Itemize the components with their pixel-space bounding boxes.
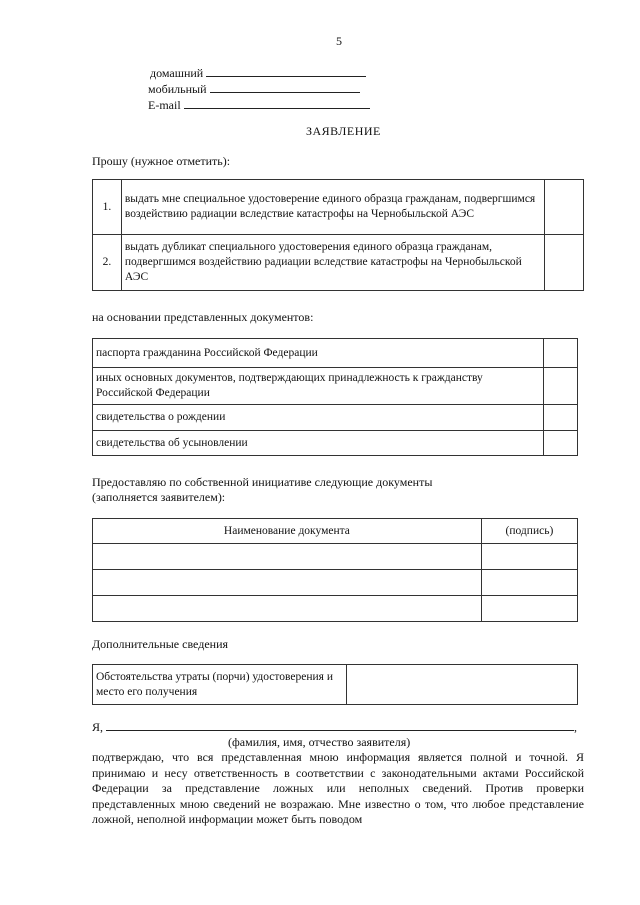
request-text: выдать дубликат специального удостоверения единого образца гражданам, подвергшимся воздействию радиации вследствие катастрофы на Чернобыльской АЭС [121,235,544,291]
submitted-docs-table [92,518,578,622]
contact-mobile-row [148,80,378,97]
declaration-text: подтверждаю, что вся представленная мною информация является полной и точной. Я принимаю и несу ответственность в соответствии с законодательными актами Российской Федерации за представление ложных или неполных сведений. Против проверки представленных мною сведений не возражаю. Мне известно о том, что любое представление ложной, неполной информации может быть поводом [92,750,584,826]
document-label: паспорта гражданина Российской Федерации [93,339,544,368]
request-table [92,179,584,291]
doc-sign-cell[interactable] [481,570,577,596]
submitted-docs-header-row [93,519,578,544]
document-checkbox[interactable] [543,431,578,456]
contact-home-field[interactable] [206,64,366,77]
doc-name-cell[interactable] [93,544,482,570]
doc-name-header: Наименование документа [93,519,482,544]
contact-home-label: домашний [150,66,204,80]
contact-mobile-field[interactable] [210,80,360,93]
document-checkbox[interactable] [543,368,578,405]
contact-email-label: E-mail [148,98,181,112]
submitted-doc-row [93,570,578,596]
loss-label: Обстоятельства утраты (порчи) удостоверения и место его получения [93,665,347,705]
doc-sign-cell[interactable] [481,544,577,570]
loss-row [93,665,578,705]
doc-sign-header: (подпись) [481,519,577,544]
own-initiative-line2: (заполняется заявителем): [92,490,226,504]
contact-mobile-label: мобильный [148,82,207,96]
document-row [93,368,578,405]
additional-title: Дополнительные сведения [92,637,229,651]
request-text: выдать мне специальное удостоверение единого образца гражданам, подвергшимся воздействию радиации вследствие катастрофы на Чернобыльской АЭС [121,180,544,235]
submitted-doc-row [93,544,578,570]
doc-name-cell[interactable] [93,596,482,622]
contact-home-row [150,64,380,81]
applicant-row [92,718,584,735]
document-row [93,405,578,431]
doc-name-cell[interactable] [93,570,482,596]
contact-email-row [148,96,382,113]
request-row [93,235,584,291]
loss-input-cell[interactable] [346,665,577,705]
document-row [93,431,578,456]
submitted-doc-row [93,596,578,622]
document-checkbox[interactable] [543,339,578,368]
applicant-suffix: , [574,720,578,734]
document-checkbox[interactable] [543,405,578,431]
applicant-prefix: Я, [92,720,104,734]
page-number: 5 [336,34,342,48]
request-row [93,180,584,235]
request-checkbox[interactable] [545,180,584,235]
request-intro: Прошу (нужное отметить): [92,154,231,168]
doc-sign-cell[interactable] [481,596,577,622]
loss-table [92,664,578,705]
basis-intro: на основании представленных документов: [92,310,314,324]
document-label: свидетельства об усыновлении [93,431,544,456]
document-label: свидетельства о рождении [93,405,544,431]
applicant-caption: (фамилия, имя, отчество заявителя) [228,735,411,749]
request-number: 2. [93,235,122,291]
request-number: 1. [93,180,122,235]
contact-email-field[interactable] [184,96,370,109]
document-label: иных основных документов, подтверждающих принадлежность к гражданству Российской Федерации [93,368,544,405]
document-row [93,339,578,368]
own-initiative-line1: Предоставляю по собственной инициативе следующие документы [92,475,433,489]
documents-table [92,338,578,456]
applicant-name-field[interactable] [106,718,574,731]
document-heading: ЗАЯВЛЕНИЕ [306,124,381,138]
request-checkbox[interactable] [545,235,584,291]
